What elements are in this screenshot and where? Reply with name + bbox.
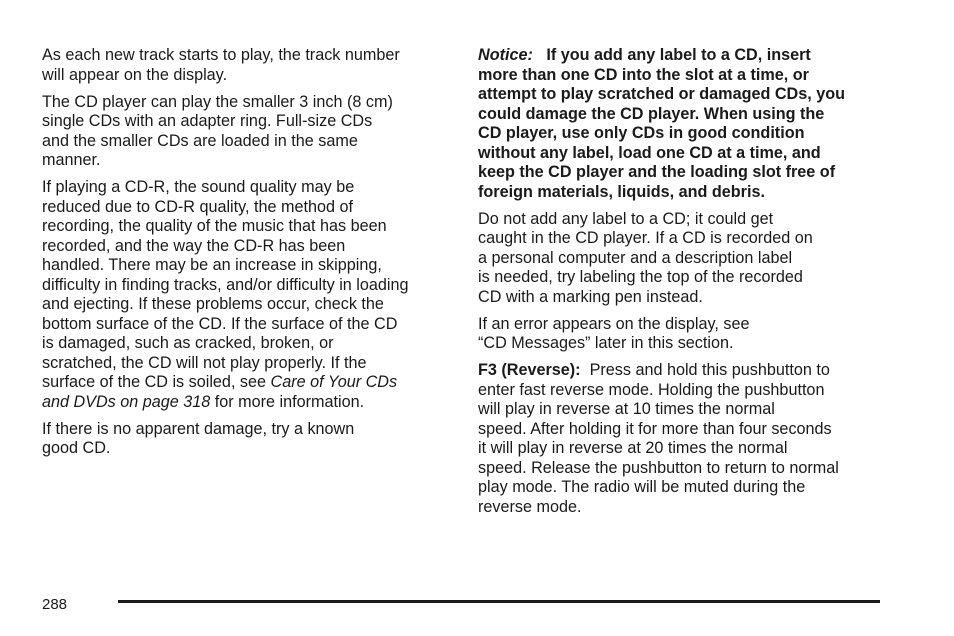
text-line	[42, 373, 452, 393]
text-line	[478, 361, 888, 381]
text-line: without any label, load one CD at a time, and	[478, 143, 821, 162]
text-line: play mode. The radio will be muted during the	[478, 478, 806, 496]
text-line: recorded, and the way the CD-R has been	[42, 236, 346, 255]
text-line: “CD Messages” later in this section.	[478, 334, 734, 352]
paragraph-cd-r	[42, 178, 452, 412]
text-line: single CDs with an adapter ring. Full-size CDs	[42, 112, 373, 130]
text-line: Do not add any label to a CD; it could get	[478, 209, 774, 228]
text-line: foreign materials, liquids, and debris.	[478, 182, 765, 201]
left-column	[42, 46, 452, 466]
f3-label: F3 (Reverse):	[478, 361, 581, 379]
text-line: more than one CD into the slot at a time, or	[478, 65, 809, 84]
text-line: As each new track starts to play, the track number	[42, 46, 400, 64]
text-line: speed. Release the pushbutton to return to normal	[478, 458, 839, 477]
text-run: surface of the CD is soiled, see	[42, 373, 271, 391]
paragraph-track-number	[42, 46, 452, 85]
text-line: CD player, use only CDs in good condition	[478, 124, 805, 142]
paragraph-error	[478, 315, 888, 354]
text-line: bottom surface of the CD. If the surface of the CD	[42, 314, 398, 333]
page-number: 288	[42, 596, 68, 613]
text-line: handled. There may be an increase in skipping,	[42, 256, 382, 274]
text-line: keep the CD player and the loading slot free of	[478, 163, 836, 181]
text-run: for more information.	[210, 392, 365, 411]
text-line: is damaged, such as cracked, broken, or	[42, 334, 334, 352]
text-line: speed. After holding it for more than four seconds	[478, 419, 832, 438]
text-line: will appear on the display.	[42, 65, 228, 84]
text-line: reverse mode.	[478, 497, 582, 516]
text-line: reduced due to CD-R quality, the method of	[42, 197, 354, 216]
text-line: If playing a CD-R, the sound quality may be	[42, 178, 355, 196]
cross-reference-link: Care of Your CDs	[270, 373, 398, 391]
text-line: could damage the CD player. When using the	[478, 104, 825, 123]
text-line: and ejecting. If these problems occur, check the	[42, 295, 384, 313]
text-line: caught in the CD player. If a CD is recorded on	[478, 229, 813, 247]
text-line: is needed, try labeling the top of the recorded	[478, 268, 803, 286]
text-line	[42, 393, 452, 413]
text-line: good CD.	[42, 439, 111, 457]
text-run: If you add any label to a CD, insert	[546, 46, 811, 64]
cross-reference-link: and DVDs on page 318	[42, 392, 211, 411]
paragraph-small-cds	[42, 93, 452, 171]
notice-paragraph	[478, 46, 888, 202]
right-column	[478, 46, 888, 525]
paragraph-no-damage	[42, 420, 452, 459]
text-run: Press and hold this pushbutton to	[589, 361, 830, 379]
text-line: The CD player can play the smaller 3 inch (8 cm)	[42, 92, 393, 111]
text-line: will play in reverse at 10 times the normal	[478, 400, 775, 418]
text-line: a personal computer and a description label	[478, 248, 793, 267]
paragraph-f3-reverse	[478, 361, 888, 517]
footer-rule	[118, 600, 880, 603]
text-line: attempt to play scratched or damaged CDs, you	[478, 85, 846, 103]
text-line: If an error appears on the display, see	[478, 314, 750, 333]
text-line: recording, the quality of the music that has been	[42, 217, 387, 235]
text-line: manner.	[42, 151, 101, 169]
text-line: If there is no apparent damage, try a known	[42, 419, 355, 438]
text-line	[478, 46, 888, 66]
text-line: difficulty in finding tracks, and/or difficulty in loading	[42, 275, 409, 294]
paragraph-label	[478, 210, 888, 308]
text-line: it will play in reverse at 20 times the normal	[478, 439, 788, 457]
text-line: enter fast reverse mode. Holding the pushbutton	[478, 380, 825, 399]
text-line: scratched, the CD will not play properly. If the	[42, 353, 367, 372]
text-line: CD with a marking pen instead.	[478, 287, 703, 306]
notice-label: Notice:	[478, 46, 533, 64]
text-line: and the smaller CDs are loaded in the same	[42, 131, 358, 150]
